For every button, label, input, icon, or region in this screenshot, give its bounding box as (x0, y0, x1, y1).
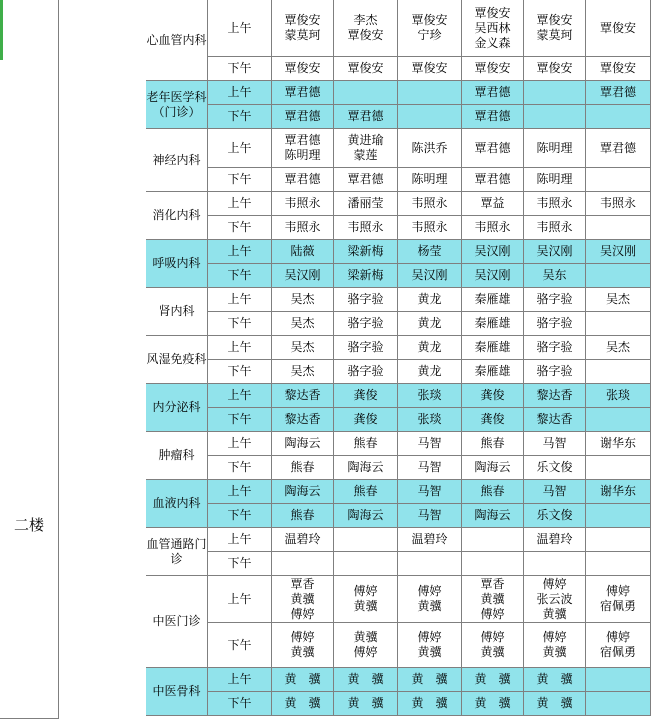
schedule-cell: 骆字验 (524, 336, 586, 360)
schedule-cell: 陈明理 (398, 168, 462, 192)
period-label: 上午 (208, 288, 272, 312)
schedule-cell (524, 552, 586, 576)
schedule-cell: 黄龙 (398, 336, 462, 360)
schedule-cell: 陶海云 (334, 504, 398, 528)
schedule-cell: 覃俊安 吴西林 金义森 (462, 0, 524, 57)
schedule-cell: 傅婷 黄骥 (398, 623, 462, 668)
schedule-cell (586, 264, 651, 288)
schedule-cell: 覃俊安 宁珍 (398, 0, 462, 57)
schedule-cell: 黄 骥 (462, 692, 524, 716)
schedule-cell (586, 528, 651, 552)
schedule-cell: 覃君德 陈明理 (272, 129, 334, 168)
schedule-cell: 马智 (398, 456, 462, 480)
schedule-cell: 谢华东 (586, 432, 651, 456)
schedule-cell (334, 528, 398, 552)
schedule-cell: 傅婷 黄骥 (524, 623, 586, 668)
department-name: 血管通路门诊 (146, 528, 208, 576)
schedule-cell: 谢华东 (586, 480, 651, 504)
schedule-cell: 黎达香 (524, 384, 586, 408)
period-label: 下午 (208, 360, 272, 384)
period-label: 下午 (208, 57, 272, 81)
schedule-cell: 秦雁雄 (462, 336, 524, 360)
period-label: 上午 (208, 384, 272, 408)
period-label: 上午 (208, 81, 272, 105)
period-label: 上午 (208, 576, 272, 623)
schedule-cell (586, 456, 651, 480)
period-label: 上午 (208, 192, 272, 216)
schedule-cell: 傅婷 黄骥 (398, 576, 462, 623)
period-label: 下午 (208, 312, 272, 336)
schedule-cell: 梁新梅 (334, 264, 398, 288)
schedule-cell (398, 81, 462, 105)
schedule-cell: 黄 骥 (398, 692, 462, 716)
schedule-cell: 马智 (398, 480, 462, 504)
schedule-cell: 覃俊安 (272, 57, 334, 81)
schedule-cell: 傅婷 黄骥 (462, 623, 524, 668)
schedule-cell: 黄 骥 (524, 692, 586, 716)
schedule-cell (586, 552, 651, 576)
schedule-cell: 覃俊安 (462, 57, 524, 81)
period-label: 下午 (208, 216, 272, 240)
department-name: 消化内科 (146, 192, 208, 240)
schedule-cell: 马智 (398, 504, 462, 528)
schedule-cell: 吴东 (524, 264, 586, 288)
schedule-cell: 熊春 (272, 456, 334, 480)
schedule-cell: 陈洪乔 (398, 129, 462, 168)
schedule-cell: 吴杰 (586, 336, 651, 360)
schedule-cell: 韦照永 (272, 216, 334, 240)
period-label: 上午 (208, 432, 272, 456)
schedule-cell: 潘丽莹 (334, 192, 398, 216)
schedule-cell: 陶海云 (462, 456, 524, 480)
department-name: 老年医学科 （门诊） (146, 81, 208, 129)
schedule-cell: 黄 骥 (334, 692, 398, 716)
schedule-cell: 张琰 (398, 384, 462, 408)
schedule-cell: 骆字验 (524, 312, 586, 336)
schedule-cell: 韦照永 (398, 192, 462, 216)
schedule-cell: 骆字验 (524, 288, 586, 312)
schedule-cell (586, 408, 651, 432)
period-label: 上午 (208, 336, 272, 360)
schedule-cell: 韦照永 (398, 216, 462, 240)
department-name: 呼吸内科 (146, 240, 208, 288)
period-label: 下午 (208, 692, 272, 716)
schedule-cell (398, 552, 462, 576)
schedule-cell: 陶海云 (272, 432, 334, 456)
schedule-cell: 梁新梅 (334, 240, 398, 264)
schedule-cell: 温碧玲 (524, 528, 586, 552)
schedule-cell: 覃俊安 (334, 57, 398, 81)
schedule-cell: 熊春 (334, 480, 398, 504)
schedule-cell: 龚俊 (334, 384, 398, 408)
schedule-cell: 韦照永 (272, 192, 334, 216)
period-label: 上午 (208, 480, 272, 504)
schedule-cell: 覃君德 (462, 168, 524, 192)
schedule-cell: 骆字验 (334, 312, 398, 336)
schedule-cell: 温碧玲 (398, 528, 462, 552)
period-label: 下午 (208, 105, 272, 129)
schedule-cell: 吴汉刚 (398, 264, 462, 288)
schedule-cell: 覃香 黄骥 傅婷 (462, 576, 524, 623)
schedule-cell: 吴杰 (586, 288, 651, 312)
schedule-cell: 覃君德 (462, 105, 524, 129)
schedule-cell (272, 552, 334, 576)
schedule-cell: 温碧玲 (272, 528, 334, 552)
schedule-cell: 骆字验 (334, 336, 398, 360)
schedule-cell: 李杰 覃俊安 (334, 0, 398, 57)
department-name: 血液内科 (146, 480, 208, 528)
department-name: 内分泌科 (146, 384, 208, 432)
department-name: 神经内科 (146, 129, 208, 192)
schedule-cell: 韦照永 (586, 192, 651, 216)
period-label: 下午 (208, 456, 272, 480)
schedule-cell: 龚俊 (462, 408, 524, 432)
period-label: 上午 (208, 0, 272, 57)
schedule-cell: 覃君德 (272, 105, 334, 129)
schedule-cell: 龚俊 (462, 384, 524, 408)
floor-label: 二楼 (0, 0, 59, 719)
schedule-cell: 黄 骥 (272, 692, 334, 716)
schedule-cell: 黄龙 (398, 288, 462, 312)
schedule-cell: 黄骥 傅婷 (334, 623, 398, 668)
schedule-cell (586, 668, 651, 692)
schedule-cell: 秦雁雄 (462, 312, 524, 336)
schedule-cell (462, 552, 524, 576)
schedule-cell: 傅婷 宿佩勇 (586, 576, 651, 623)
schedule-cell: 覃君德 (334, 105, 398, 129)
schedule-cell: 陆薇 (272, 240, 334, 264)
schedule-cell (334, 552, 398, 576)
schedule-cell: 熊春 (462, 432, 524, 456)
schedule-cell (334, 81, 398, 105)
schedule-cell: 骆字验 (524, 360, 586, 384)
schedule-cell: 马智 (524, 480, 586, 504)
schedule-cell (586, 168, 651, 192)
department-name: 肾内科 (146, 288, 208, 336)
schedule-cell: 黄 骥 (334, 668, 398, 692)
schedule-cell: 吴汉刚 (524, 240, 586, 264)
schedule-cell: 黄进瑜 蒙莲 (334, 129, 398, 168)
schedule-cell (586, 504, 651, 528)
period-label: 下午 (208, 504, 272, 528)
schedule-cell: 黄 骥 (462, 668, 524, 692)
schedule-cell: 黄龙 (398, 312, 462, 336)
department-name: 中医骨科 (146, 668, 208, 716)
schedule-cell: 吴杰 (272, 288, 334, 312)
schedule-cell: 吴汉刚 (272, 264, 334, 288)
period-label: 上午 (208, 129, 272, 168)
schedule-cell: 黎达香 (524, 408, 586, 432)
schedule-cell: 乐文俊 (524, 456, 586, 480)
schedule-cell: 吴杰 (272, 360, 334, 384)
department-name: 肿瘤科 (146, 432, 208, 480)
schedule-cell: 骆字验 (334, 360, 398, 384)
schedule-cell: 覃俊安 蒙莫珂 (524, 0, 586, 57)
schedule-cell: 陶海云 (334, 456, 398, 480)
period-label: 下午 (208, 623, 272, 668)
period-label: 下午 (208, 408, 272, 432)
schedule-cell: 马智 (524, 432, 586, 456)
schedule-cell: 陶海云 (272, 480, 334, 504)
schedule-cell: 黄 骥 (272, 668, 334, 692)
period-label: 上午 (208, 240, 272, 264)
schedule-cell: 吴杰 (272, 336, 334, 360)
department-name: 心血管内科 (146, 0, 208, 81)
schedule-cell: 覃君德 (334, 168, 398, 192)
schedule-cell: 龚俊 (334, 408, 398, 432)
schedule-cell (524, 105, 586, 129)
schedule-cell: 杨莹 (398, 240, 462, 264)
schedule-cell (398, 105, 462, 129)
period-label: 下午 (208, 264, 272, 288)
period-label: 下午 (208, 552, 272, 576)
schedule-cell: 黄 骥 (398, 668, 462, 692)
schedule-cell: 黄龙 (398, 360, 462, 384)
schedule-cell: 吴杰 (272, 312, 334, 336)
schedule-cell: 傅婷 黄骥 (272, 623, 334, 668)
schedule-cell: 韦照永 (462, 216, 524, 240)
schedule-cell: 秦雁雄 (462, 360, 524, 384)
schedule-cell: 熊春 (334, 432, 398, 456)
schedule-cell: 黎达香 (272, 408, 334, 432)
schedule-cell: 覃君德 (586, 129, 651, 168)
schedule-cell: 覃俊安 (524, 57, 586, 81)
schedule-cell (524, 81, 586, 105)
schedule-cell (462, 528, 524, 552)
schedule-cell: 熊春 (462, 480, 524, 504)
schedule-cell: 覃君德 (272, 81, 334, 105)
schedule-cell: 覃俊安 (586, 0, 651, 57)
schedule-cell (586, 360, 651, 384)
schedule-cell: 马智 (398, 432, 462, 456)
schedule-cell: 吴汉刚 (462, 264, 524, 288)
schedule-cell: 熊春 (272, 504, 334, 528)
schedule-cell: 秦雁雄 (462, 288, 524, 312)
schedule-cell: 覃君德 (462, 81, 524, 105)
schedule-cell (586, 312, 651, 336)
schedule-cell: 陶海云 (462, 504, 524, 528)
schedule-cell: 覃香 黄骥 傅婷 (272, 576, 334, 623)
schedule-cell: 韦照永 (524, 192, 586, 216)
schedule-cell: 傅婷 宿佩勇 (586, 623, 651, 668)
period-label: 下午 (208, 168, 272, 192)
schedule-cell: 韦照永 (334, 216, 398, 240)
schedule-cell: 陈明理 (524, 168, 586, 192)
schedule-cell: 覃俊安 蒙莫珂 (272, 0, 334, 57)
schedule-cell: 韦照永 (524, 216, 586, 240)
schedule-cell: 黄 骥 (524, 668, 586, 692)
schedule-cell (586, 692, 651, 716)
schedule-cell: 覃俊安 (398, 57, 462, 81)
schedule-cell: 覃俊安 (586, 57, 651, 81)
schedule-cell: 黎达香 (272, 384, 334, 408)
schedule-cell: 傅婷 张云波 黄骥 (524, 576, 586, 623)
schedule-cell: 傅婷 黄骥 (334, 576, 398, 623)
schedule-cell: 覃君德 (586, 81, 651, 105)
schedule-cell (586, 105, 651, 129)
department-name: 风湿免疫科 (146, 336, 208, 384)
schedule-cell: 骆字验 (334, 288, 398, 312)
period-label: 上午 (208, 668, 272, 692)
schedule-cell: 张琰 (586, 384, 651, 408)
schedule-cell: 覃君德 (272, 168, 334, 192)
schedule-cell: 张琰 (398, 408, 462, 432)
schedule-cell: 覃君德 (462, 129, 524, 168)
schedule-cell: 乐文俊 (524, 504, 586, 528)
schedule-cell (586, 216, 651, 240)
schedule-cell: 吴汉刚 (462, 240, 524, 264)
period-label: 上午 (208, 528, 272, 552)
schedule-cell: 覃益 (462, 192, 524, 216)
schedule-cell: 吴汉刚 (586, 240, 651, 264)
department-name: 中医门诊 (146, 576, 208, 668)
schedule-cell: 陈明理 (524, 129, 586, 168)
